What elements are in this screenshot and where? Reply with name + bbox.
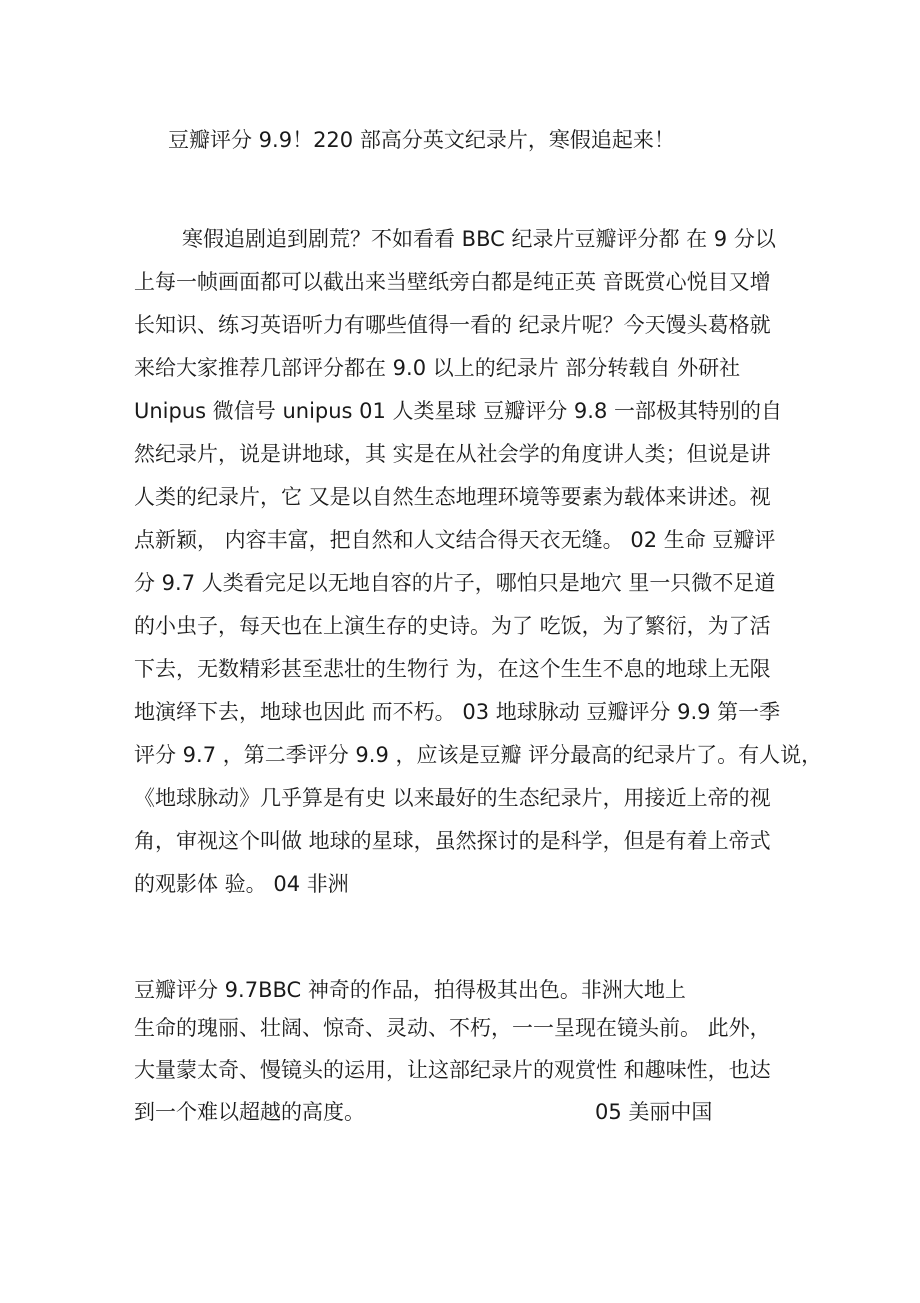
text-line: 豆瓣评分 9.7BBC 神奇的作品，拍得极其出色。非洲大地上 [134, 978, 686, 1002]
body-paragraph-continued [134, 974, 794, 1133]
text-line: 来给大家推荐几部评分都在 9.0 以上的纪录片 部分转载自 外研社 [134, 356, 741, 380]
text-line: 分 9.7 人类看完足以无地自容的片子，哪怕只是地穴 里一只微不足道 [134, 571, 776, 595]
text-line: Unipus 微信号 unipus 01 人类星球 豆瓣评分 9.8 一部极其特别的自 [134, 399, 782, 423]
body-paragraph [134, 218, 823, 906]
text-line: 评分 9.7 ，第二季评分 9.9 ，应该是豆瓣 评分最高的纪录片了。有人说， [134, 743, 823, 767]
text-line: 点新颖， 内容丰富，把自然和人文结合得天衣无缝。 02 生命 豆瓣评 [134, 528, 776, 552]
text-segment: 到一个难以超越的高度。 [134, 1100, 365, 1124]
text-line: 下去，无数精彩甚至悲壮的生物行 为，在这个生生不息的地球上无限 [134, 657, 771, 681]
text-line: 地演绎下去，地球也因此 而不朽。 03 地球脉动 豆瓣评分 9.9 第一季 [134, 700, 781, 724]
text-line: 上每一帧画面都可以截出来当壁纸旁白都是纯正英 音既赏心悦目又增 [134, 270, 771, 294]
text-line: 的小虫子，每天也在上演生存的史诗。为了 吃饭，为了繁衍，为了活 [134, 614, 771, 638]
text-line: 生命的瑰丽、壮阔、惊奇、灵动、不朽，一一呈现在镜头前。 此外， [134, 1016, 771, 1040]
text-line-with-heading [134, 1091, 794, 1133]
text-line: 寒假追剧追到剧荒？不如看看 BBC 纪录片豆瓣评分都 在 9 分以 [182, 227, 776, 251]
text-line: 长知识、练习英语听力有哪些值得一看的 纪录片呢？今天馒头葛格就 [134, 313, 771, 337]
text-line: 角，审视这个叫做 地球的星球，虽然探讨的是科学，但是有着上帝式 [134, 829, 771, 853]
text-line: 的观影体 验。 04 非洲 [134, 872, 349, 896]
section-heading: 05 美丽中国 [595, 1100, 713, 1124]
text-line: 人类的纪录片，它 又是以自然生态地理环境等要素为载体来讲述。视 [134, 485, 771, 509]
document-title: 豆瓣评分 9.9！220 部高分英文纪录片，寒假追起来！ [168, 128, 675, 152]
text-line: 大量蒙太奇、慢镜头的运用，让这部纪录片的观赏性 和趣味性，也达 [134, 1058, 771, 1082]
text-line: 《地球脉动》几乎算是有史 以来最好的生态纪录片，用接近上帝的视 [134, 786, 771, 810]
text-line: 然纪录片，说是讲地球，其 实是在从社会学的角度讲人类；但说是讲 [134, 442, 771, 466]
